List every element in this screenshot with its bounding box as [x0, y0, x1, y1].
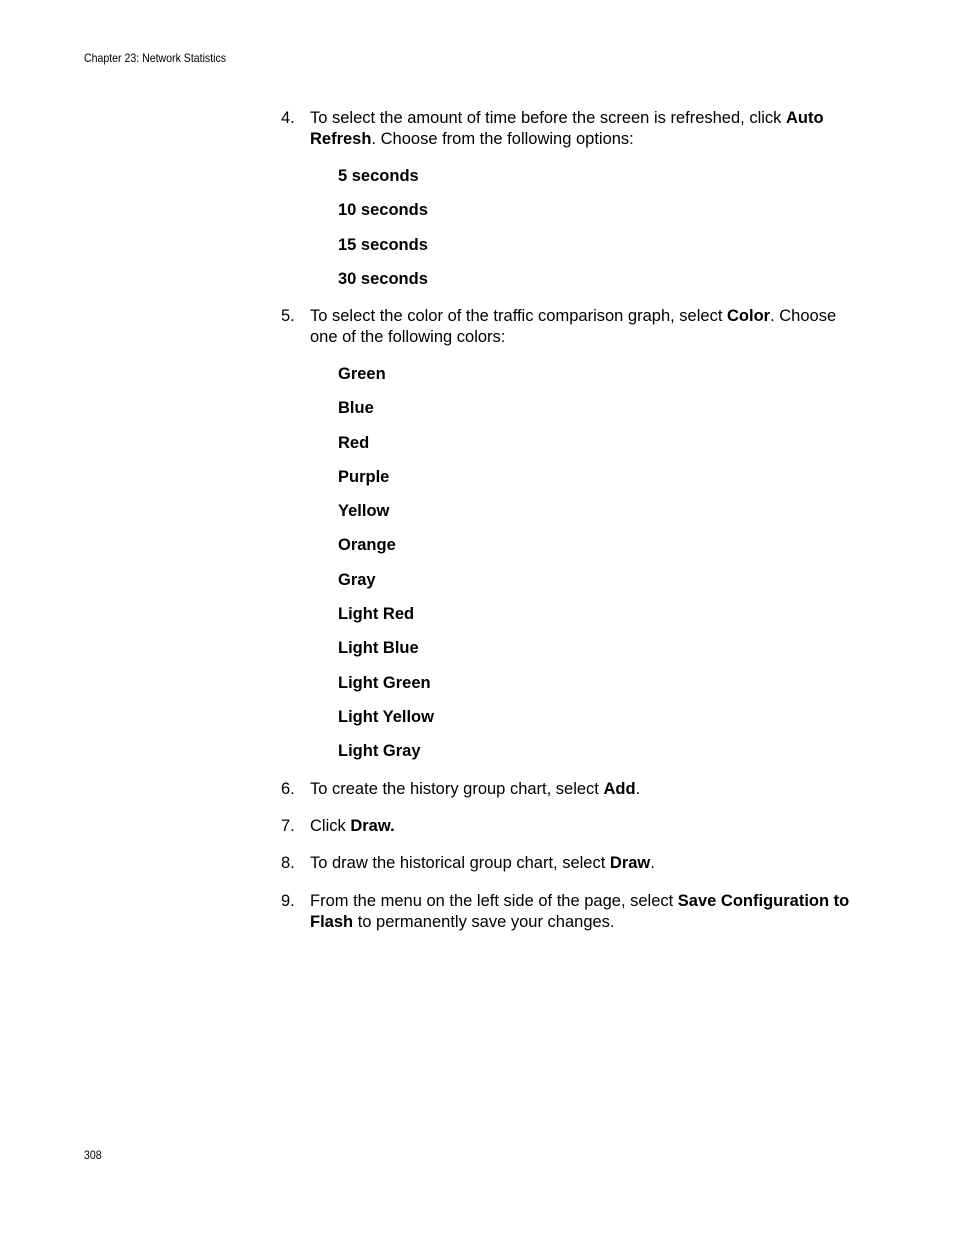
color-option: Light Green — [338, 674, 431, 692]
color-option: Gray — [338, 571, 376, 589]
step-text: Click Draw. — [310, 817, 395, 835]
refresh-option: 15 seconds — [338, 236, 428, 254]
color-option: Light Red — [338, 605, 415, 623]
refresh-option: 30 seconds — [338, 270, 428, 288]
step-6 — [281, 779, 851, 800]
color-option: Light Yellow — [338, 708, 434, 726]
step-9 — [281, 891, 851, 933]
step-text: To select the amount of time before the screen is refreshed, click Auto Refresh. Choose from the following options: — [310, 109, 824, 148]
step-number: 4. — [281, 109, 295, 127]
step-text: To create the history group chart, select Add. — [310, 780, 641, 798]
color-option: Orange — [338, 536, 396, 554]
step-7 — [281, 816, 851, 837]
step-number: 5. — [281, 307, 295, 325]
color-option: Green — [338, 365, 386, 383]
refresh-option: 5 seconds — [338, 167, 419, 185]
step-number: 8. — [281, 854, 295, 872]
color-option: Red — [338, 434, 370, 452]
step-text: From the menu on the left side of the page, select Save Configuration to Flash to permanently save your changes. — [310, 892, 850, 931]
step-5 — [281, 306, 851, 348]
color-option: Light Gray — [338, 742, 421, 760]
refresh-option: 10 seconds — [338, 201, 428, 219]
step-8 — [281, 853, 851, 874]
color-option: Yellow — [338, 502, 390, 520]
color-option: Blue — [338, 399, 374, 417]
page-number: 308 — [84, 1148, 102, 1162]
step-number: 9. — [281, 892, 295, 910]
step-text: To select the color of the traffic comparison graph, select Color. Choose one of the following colors: — [310, 307, 837, 346]
color-option: Light Blue — [338, 639, 419, 657]
step-number: 7. — [281, 817, 295, 835]
step-text: To draw the historical group chart, select Draw. — [310, 854, 655, 872]
step-4 — [281, 108, 851, 150]
running-header: Chapter 23: Network Statistics — [84, 51, 227, 65]
color-option: Purple — [338, 468, 390, 486]
step-number: 6. — [281, 780, 295, 798]
